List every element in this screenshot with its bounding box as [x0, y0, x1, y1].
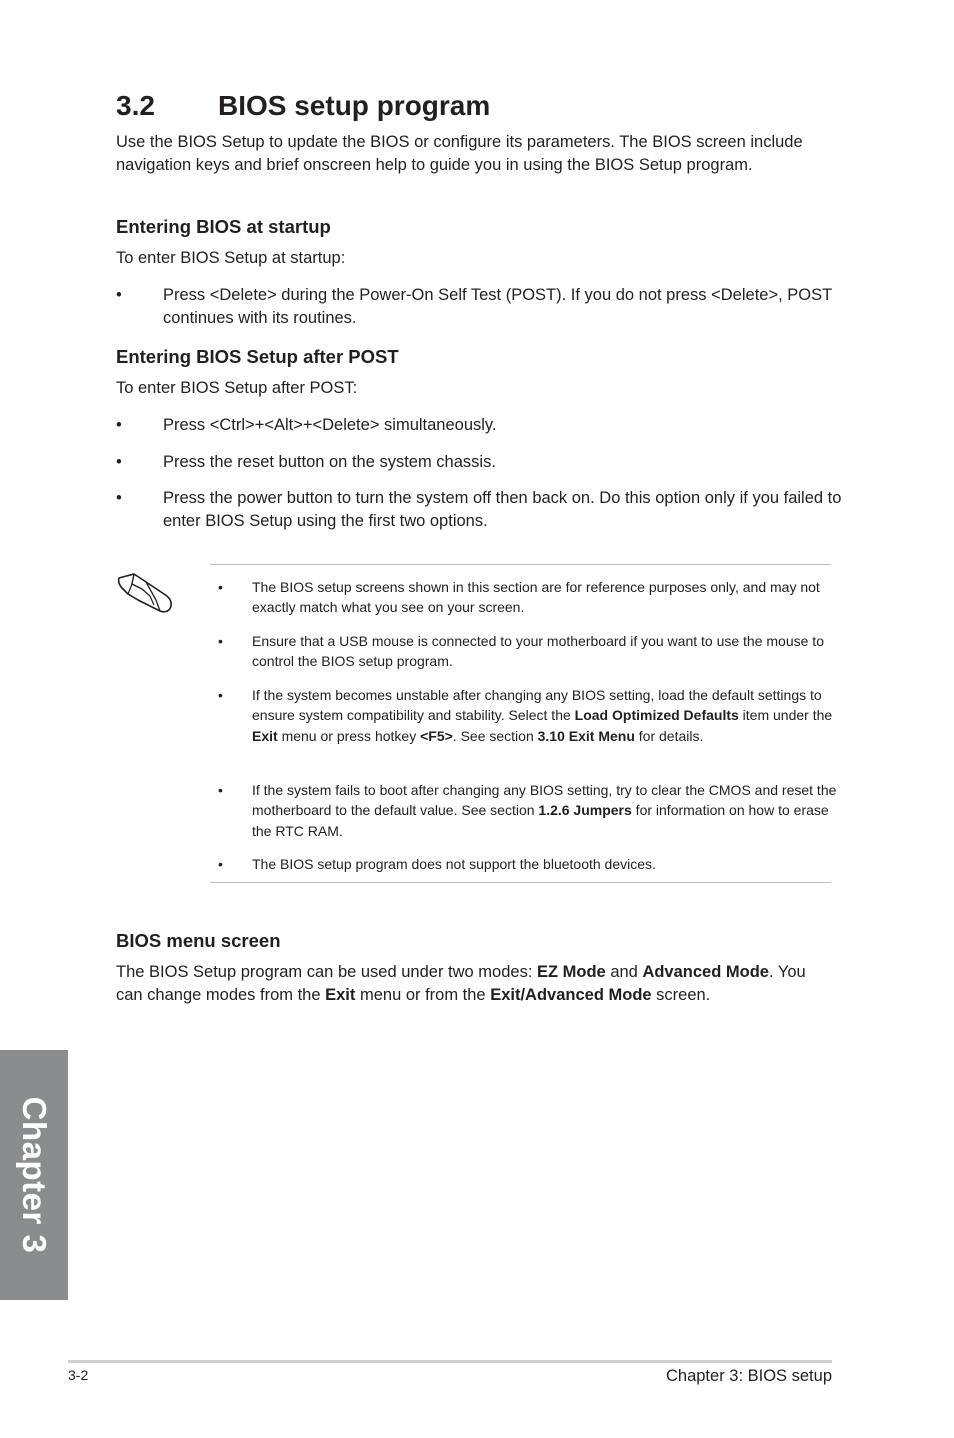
text-run: . See section: [452, 727, 538, 744]
menu-screen-heading: BIOS menu screen: [116, 930, 281, 951]
text-run: item under the: [738, 707, 833, 724]
bold-term: Exit: [325, 986, 356, 1004]
after-post-heading: Entering BIOS Setup after POST: [116, 346, 399, 367]
bold-term: Advanced Mode: [642, 963, 769, 981]
after-post-lead: To enter BIOS Setup after POST:: [116, 379, 358, 397]
note-box: [210, 564, 837, 883]
section-number: 3.2: [116, 90, 155, 121]
text-run: If the system becomes unstable after changing any BIOS setting, load the default settings to ensure system compatibility and stability. Select the: [252, 687, 822, 724]
bold-term: 1.2.6 Jumpers: [538, 802, 632, 819]
bold-term: Load Optimized Defaults: [574, 707, 739, 724]
list-item: [116, 414, 836, 437]
bullet-mark: •: [218, 633, 223, 649]
text-run: The BIOS setup screens shown in this section are for reference purposes only, and may not exactly match what you see on your screen.: [252, 579, 820, 616]
bullet-mark: •: [116, 453, 122, 471]
note-text: [252, 685, 837, 746]
list-item: [116, 487, 842, 533]
intro-paragraph: Use the BIOS Setup to update the BIOS or configure its parameters. The BIOS screen include navigation keys and brief onscreen help to guide you in using the BIOS Setup program.: [116, 133, 803, 174]
bullet-mark: •: [116, 416, 122, 434]
text-run: menu or press hotkey: [277, 727, 421, 744]
text-run: Ensure that a USB mouse is connected to your motherboard if you want to use the mouse to control the BIOS setup program.: [252, 633, 824, 670]
chapter-side-tab: [0, 1050, 68, 1300]
chapter-side-tab-label: Chapter 3: [16, 1096, 53, 1254]
menu-screen-paragraph: [116, 961, 816, 1007]
bold-term: Exit: [252, 727, 278, 744]
bullet-mark: •: [116, 286, 122, 304]
page-number: 3-2: [68, 1367, 89, 1383]
bullet-text: Press the power button to turn the system off then back on. Do this option only if you failed to enter BIOS Setup using the first two options.: [163, 489, 842, 530]
list-item: [116, 284, 836, 330]
text-run: for details.: [634, 727, 704, 744]
startup-heading: Entering BIOS at startup: [116, 216, 331, 237]
note-text: [252, 577, 837, 618]
section-title: [116, 88, 490, 124]
section-title-text: BIOS setup program: [218, 90, 491, 121]
text-run: menu or from the: [355, 986, 491, 1004]
bullet-mark: •: [218, 579, 223, 595]
bullet-text: Press <Ctrl>+<Alt>+<Delete> simultaneously.: [163, 416, 497, 434]
bold-term: 3.10 Exit Menu: [537, 727, 635, 744]
text-run: If the system fails to boot after changing any BIOS setting, try to clear the CMOS and reset the motherboard to the default value. See section: [252, 782, 837, 819]
note-text: [252, 780, 837, 841]
text-run: screen.: [651, 986, 711, 1004]
bullet-text: Press <Delete> during the Power-On Self Test (POST). If you do not press <Delete>, POST continues with its routines.: [163, 286, 832, 327]
startup-lead: To enter BIOS Setup at startup:: [116, 249, 346, 267]
text-run: The BIOS Setup program can be used under two modes:: [116, 963, 537, 981]
text-run: . You can change modes from the: [116, 963, 806, 1004]
bold-term: Exit/Advanced Mode: [490, 986, 652, 1004]
bullet-mark: •: [218, 687, 223, 703]
text-run: for information on how to erase the RTC RAM.: [252, 802, 829, 839]
note-text: [252, 631, 837, 672]
bullet-mark: •: [116, 489, 122, 507]
list-item: [116, 451, 836, 474]
bold-term: EZ Mode: [536, 963, 606, 981]
text-run: and: [605, 963, 643, 981]
bold-term: <F5>: [420, 727, 453, 744]
bullet-text: Press the reset button on the system chassis.: [163, 453, 496, 471]
note-text: [252, 854, 837, 874]
bullet-mark: •: [218, 856, 223, 872]
bullet-mark: •: [218, 782, 223, 798]
text-run: The BIOS setup program does not support the bluetooth devices.: [252, 856, 656, 872]
pointing-hand-icon: [116, 570, 174, 616]
footer-divider: [68, 1360, 832, 1363]
footer-chapter-title: Chapter 3: BIOS setup: [665, 1367, 832, 1385]
